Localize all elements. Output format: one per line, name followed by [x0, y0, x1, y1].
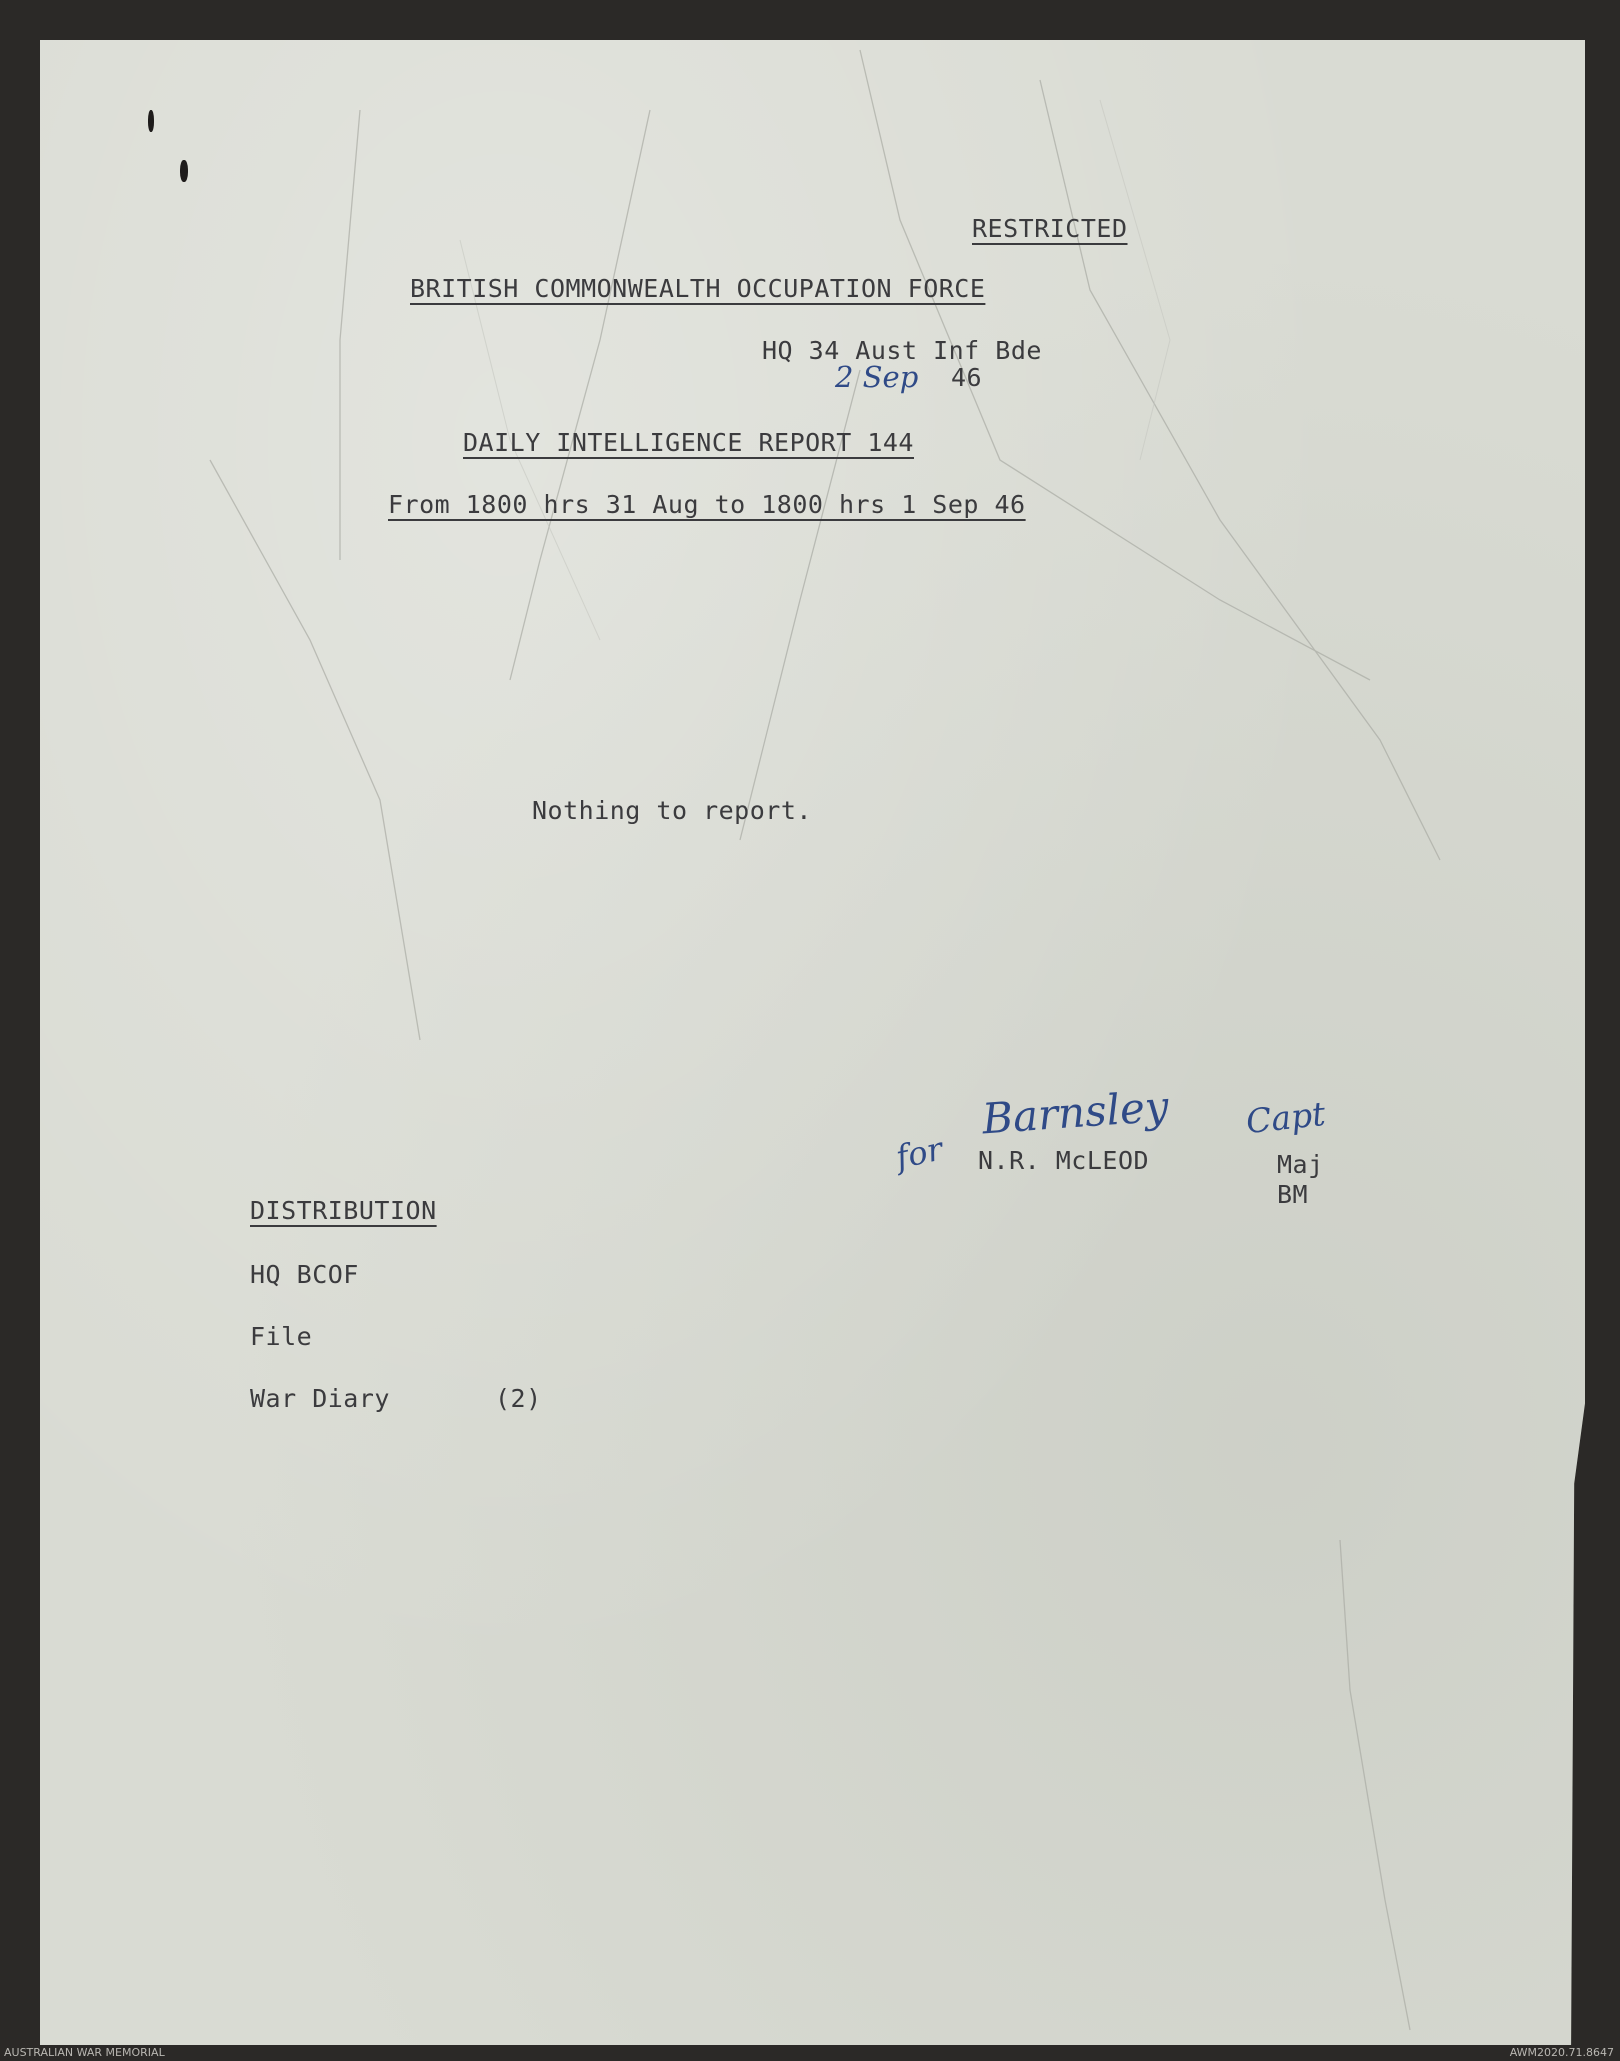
handwritten-date: 2 Sep [835, 360, 919, 394]
punch-mark-bottom [180, 160, 188, 182]
typed-signatory-name: N.R. McLEOD [978, 1146, 1150, 1175]
handwritten-rank: Capt [1244, 1093, 1328, 1142]
report-title: DAILY INTELLIGENCE REPORT 144 [463, 428, 914, 457]
distribution-item-copies: (2) [495, 1384, 542, 1413]
archive-reference: AWM2020.71.8647 [1509, 2046, 1614, 2059]
punch-mark-top [148, 110, 154, 132]
organisation-heading: BRITISH COMMONWEALTH OCCUPATION FORCE [410, 274, 986, 303]
report-body: Nothing to report. [532, 796, 812, 825]
distribution-item: War Diary [250, 1384, 390, 1413]
date-year: 46 [951, 363, 983, 392]
distribution-item: File [250, 1322, 313, 1351]
report-period: From 1800 hrs 31 Aug to 1800 hrs 1 Sep 46 [388, 490, 1026, 519]
headquarters-line: HQ 34 Aust Inf Bde [762, 336, 1042, 365]
typed-signatory-rank: Maj [1277, 1150, 1324, 1179]
report-date [835, 360, 1005, 400]
handwritten-signature: Barnsley [980, 1081, 1171, 1144]
distribution-heading: DISTRIBUTION [250, 1196, 437, 1225]
distribution-item: HQ BCOF [250, 1260, 359, 1289]
typed-signatory-appointment: BM [1277, 1180, 1309, 1209]
per-annotation: for [892, 1129, 946, 1177]
archive-credit: AUSTRALIAN WAR MEMORIAL [4, 2046, 165, 2059]
classification-label: RESTRICTED [972, 214, 1128, 243]
